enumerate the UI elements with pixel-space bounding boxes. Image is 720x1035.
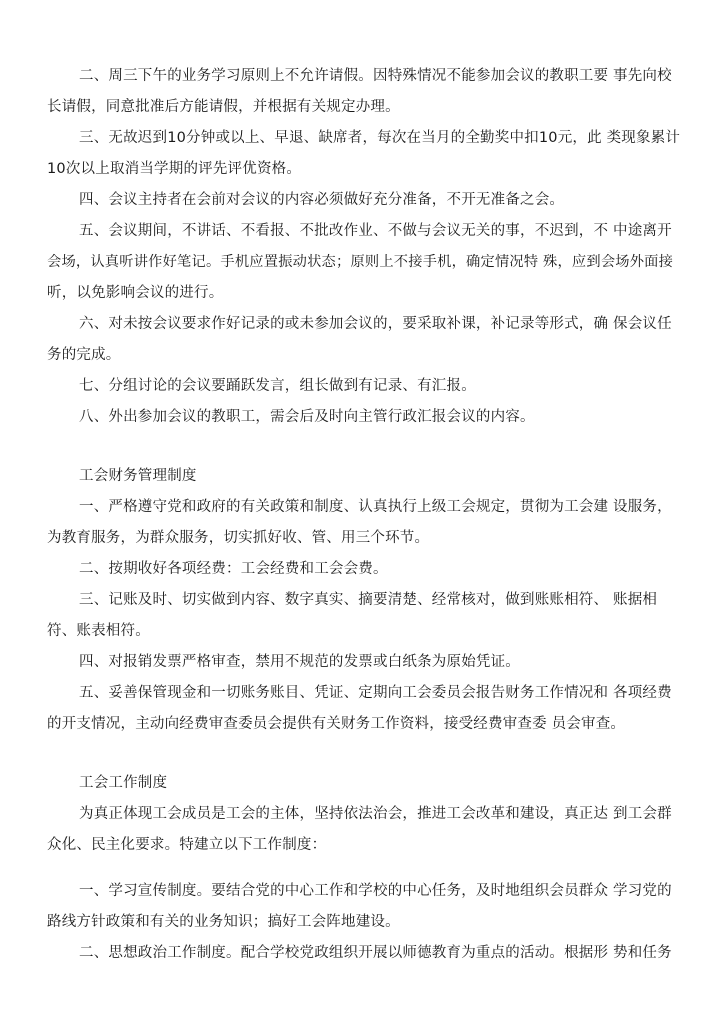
paragraph-line: 众化、民主化要求。特建立以下工作制度：: [47, 837, 327, 853]
paragraph-line: 三、记账及时、切实做到内容、数字真实、摘要清楚、经常核对，做到账账相符、 账据相: [79, 592, 658, 608]
paragraph-line: 六、对未按会议要求作好记录的或未参加会议的，要采取补课，补记录等形式，确 保会议任: [79, 316, 672, 332]
paragraph-line: 为真正体现工会成员是工会的主体，坚持依法治会，推进工会改革和建设，真正达 到工会群: [79, 806, 672, 822]
paragraph-line: 10次以上取消当学期的评先评优资格。: [47, 161, 302, 177]
paragraph-line: 一、严格遵守党和政府的有关政策和制度、认真执行上级工会规定，贯彻为工会建 设服务，: [79, 499, 672, 515]
paragraph-line: 听，以免影响会议的进行。: [47, 285, 224, 301]
section-heading-finance: 工会财务管理制度: [79, 468, 197, 484]
section-heading-work: 工会工作制度: [79, 775, 168, 791]
paragraph-line: 二、周三下午的业务学习原则上不允许请假。因特殊情况不能参加会议的教职工要 事先向校: [79, 68, 672, 84]
paragraph-line: 五、妥善保管现金和一切账务账目、凭证、定期向工会委员会报告财务工作情况和 各项经费: [79, 685, 672, 701]
paragraph-line: 三、无故迟到10分钟或以上、早退、缺席者，每次在当月的全勤奖中扣10元，此 类现象累计: [79, 130, 681, 146]
paragraph-line: 四、对报销发票严格审查，禁用不规范的发票或白纸条为原始凭证。: [79, 654, 520, 670]
paragraph-line: 一、学习宣传制度。要结合党的中心工作和学校的中心任务，及时地组织会员群众 学习党的: [79, 883, 672, 899]
paragraph-line: 二、思想政治工作制度。配合学校党政组织开展以师德教育为重点的活动。根据形 势和任务: [79, 945, 672, 961]
paragraph-line: 符、账表相符。: [47, 623, 150, 639]
paragraph-line: 务的完成。: [47, 347, 121, 363]
paragraph-line: 四、会议主持者在会前对会议的内容必须做好充分准备，不开无准备之会。: [79, 192, 565, 208]
paragraph-line: 的开支情况，主动向经费审查委员会提供有关财务工作资料，接受经费审查委 员会审查。: [47, 716, 626, 732]
paragraph-line: 会场，认真听讲作好笔记。手机应置振动状态；原则上不接手机，确定情况特 殊，应到会场外面接: [47, 254, 674, 270]
paragraph-line: 七、分组讨论的会议要踊跃发言，组长做到有记录、有汇报。: [79, 378, 476, 394]
paragraph-line: 八、外出参加会议的教职工，需会后及时向主管行政汇报会议的内容。: [79, 409, 535, 425]
paragraph-line: 二、按期收好各项经费：工会经费和工会会费。: [79, 561, 388, 577]
paragraph-line: 五、会议期间，不讲话、不看报、不批改作业、不做与会议无关的事，不迟到，不 中途离开: [79, 223, 672, 239]
paragraph-line: 路线方针政策和有关的业务知识；搞好工会阵地建设。: [47, 914, 400, 930]
paragraph-line: 长请假，同意批准后方能请假，并根据有关规定办理。: [47, 99, 400, 115]
paragraph-line: 为教育服务，为群众服务，切实抓好收、管、用三个环节。: [47, 530, 430, 546]
